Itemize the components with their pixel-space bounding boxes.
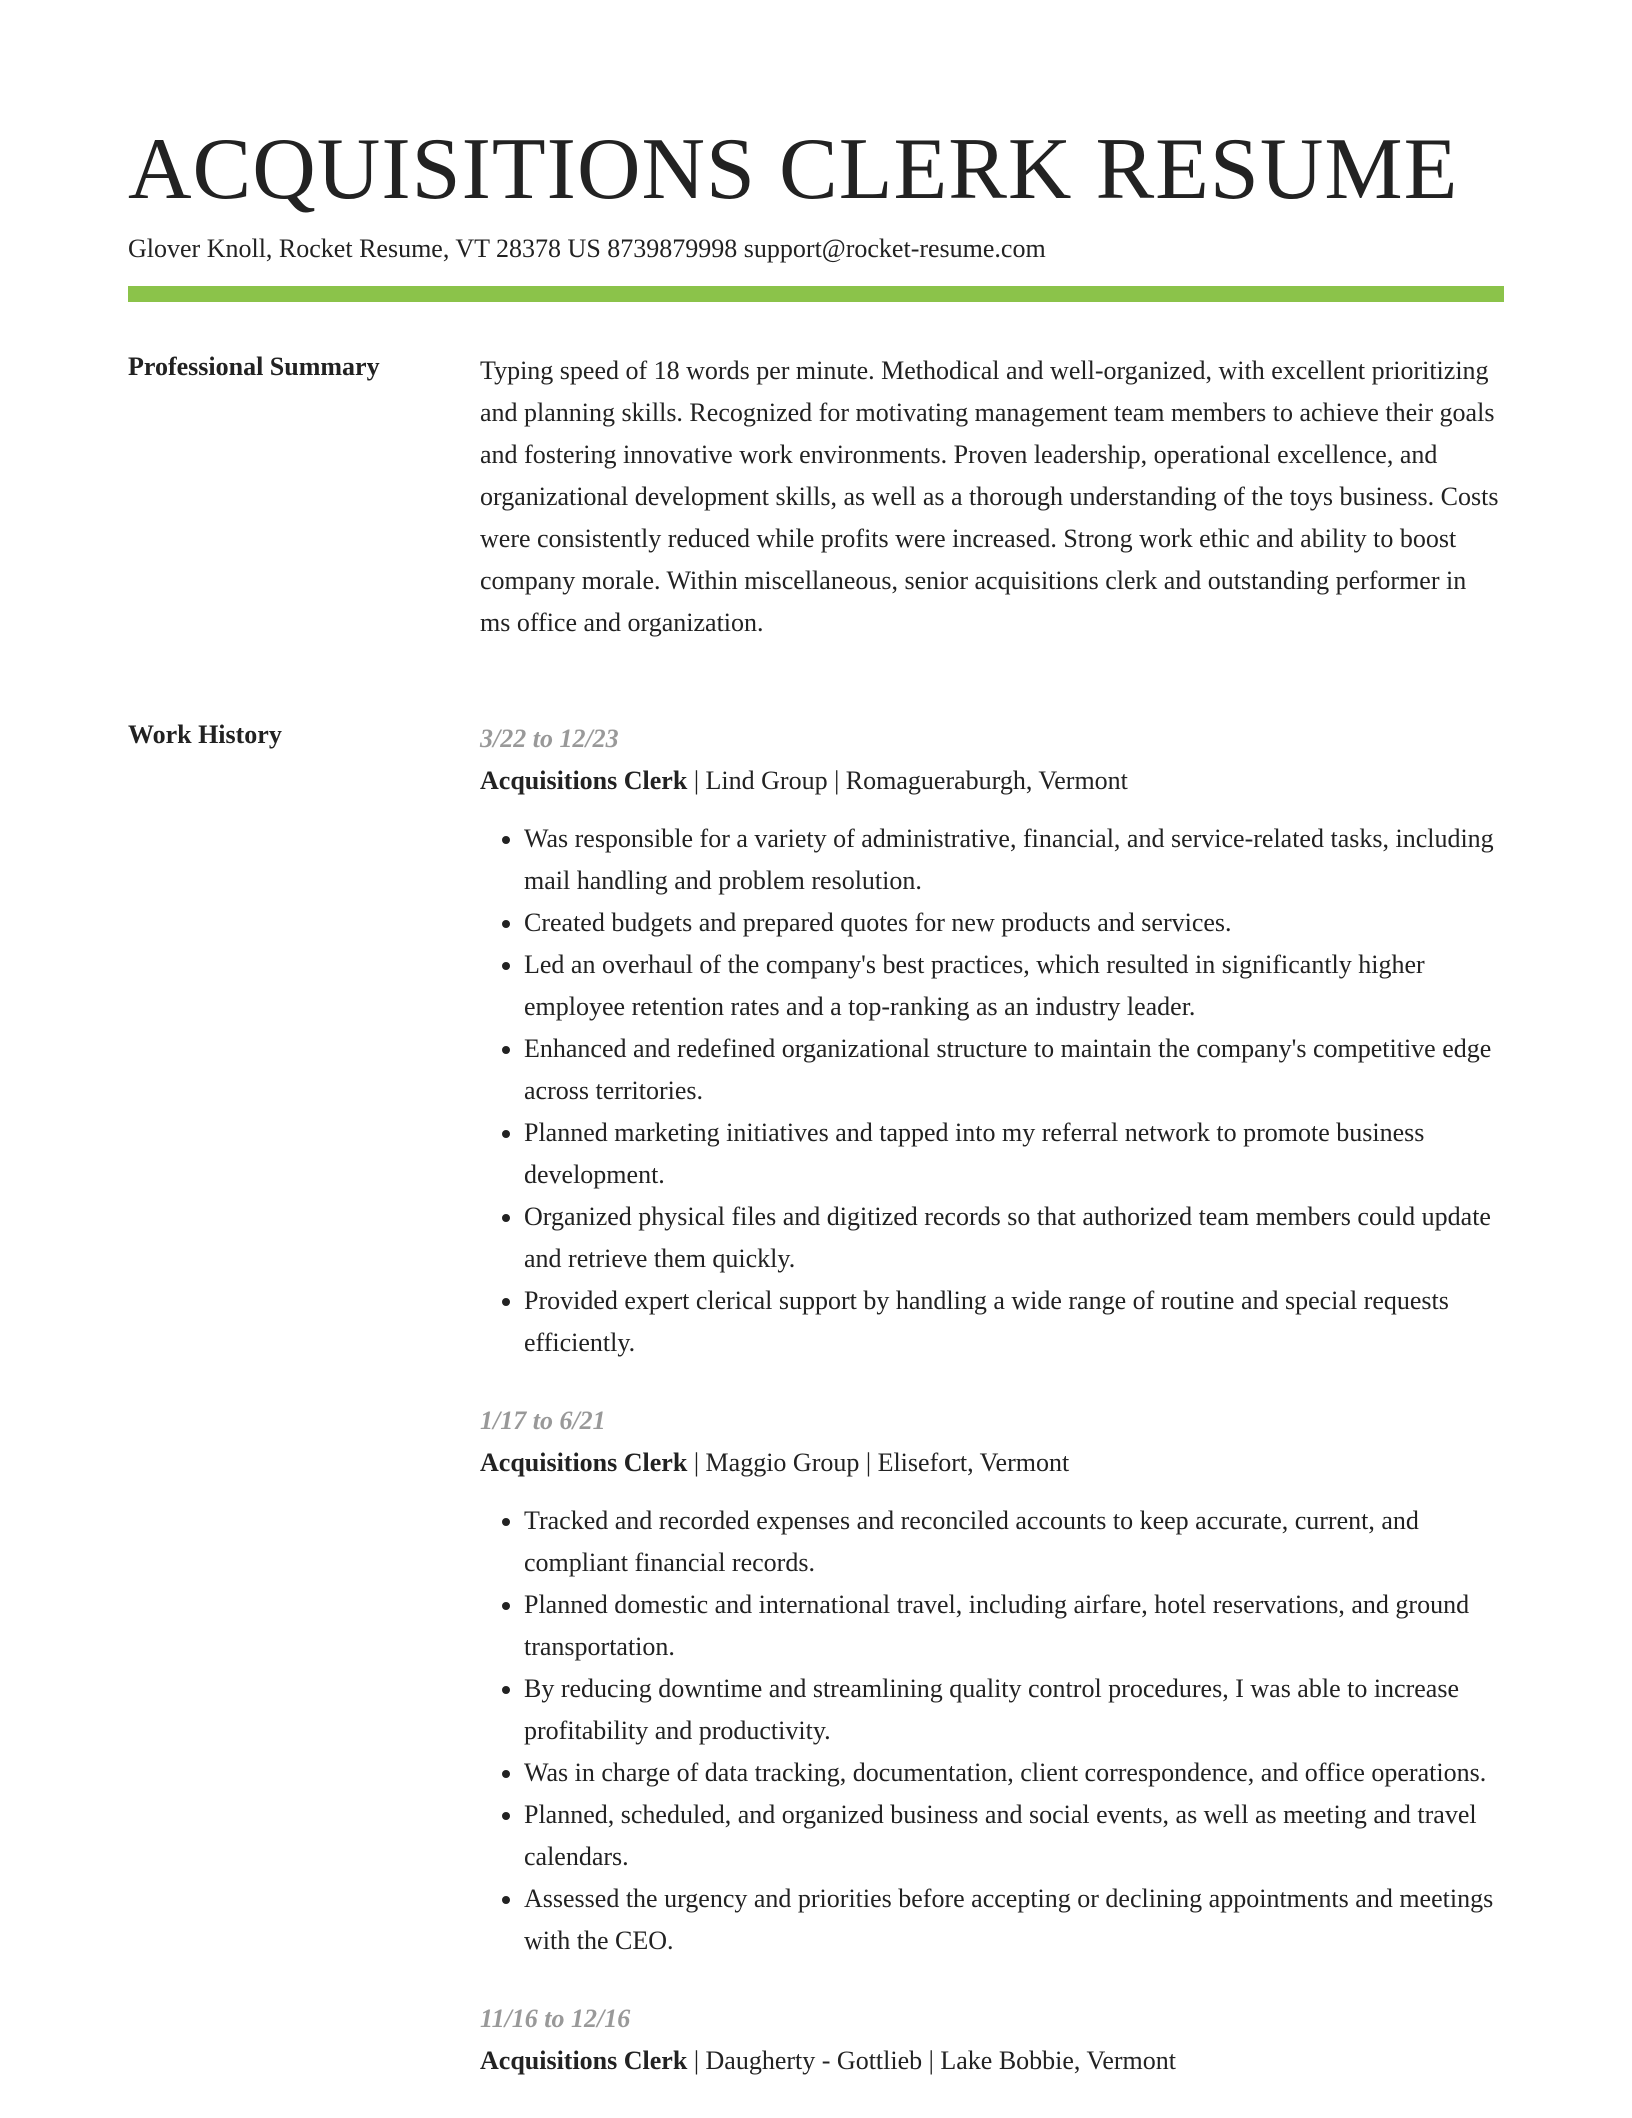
job-dates: 1/17 to 6/21	[480, 1406, 606, 1435]
job-duty-item: • Organized physical files and digitized records so that authorized team members could update and retrieve them quickly.	[524, 1196, 1504, 1280]
accent-divider	[128, 286, 1504, 302]
job-title: Acquisitions Clerk	[480, 2046, 688, 2075]
job-separator: |	[687, 1448, 706, 1477]
job-location: Lake Bobbie, Vermont	[940, 2046, 1176, 2075]
job-separator: |	[922, 2046, 941, 2075]
professional-summary-heading: Professional Summary	[128, 352, 380, 381]
job-duty-item: • Planned domestic and international travel, including airfare, hotel reservations, and ground transportation.	[524, 1584, 1504, 1668]
job-duties-list	[480, 818, 1504, 1364]
job-duty-item: • Provided expert clerical support by handling a wide range of routine and special requests efficiently.	[524, 1280, 1504, 1364]
job-separator: |	[687, 766, 706, 795]
job-company: Daugherty - Gottlieb	[705, 2046, 923, 2075]
job-title: Acquisitions Clerk	[480, 1448, 688, 1477]
job-location: Elisefort, Vermont	[877, 1448, 1070, 1477]
job-duty-item: • Was responsible for a variety of administrative, financial, and service-related tasks, including mail handling and problem resolution.	[524, 818, 1504, 902]
job-entry	[480, 1400, 1504, 1962]
job-company: Lind Group	[705, 766, 828, 795]
job-header-line	[480, 1442, 1504, 1484]
job-dates: 3/22 to 12/23	[480, 724, 619, 753]
job-duty-item: • Was in charge of data tracking, documentation, client correspondence, and office operations.	[524, 1752, 1504, 1794]
job-duty-item: • Created budgets and prepared quotes for new products and services.	[524, 902, 1504, 944]
job-location: Romagueraburgh, Vermont	[845, 766, 1128, 795]
contact-line: Glover Knoll, Rocket Resume, VT 28378 US 8739879998 support@rocket-resume.com	[128, 234, 1046, 263]
job-separator: |	[687, 2046, 706, 2075]
job-title: Acquisitions Clerk	[480, 766, 688, 795]
work-history-heading: Work History	[128, 720, 282, 749]
job-duty-item: • Planned, scheduled, and organized business and social events, as well as meeting and travel calendars.	[524, 1794, 1504, 1878]
job-duty-item: • Planned marketing initiatives and tapped into my referral network to promote business development.	[524, 1112, 1504, 1196]
professional-summary-text: Typing speed of 18 words per minute. Methodical and well-organized, with excellent prioritizing and planning skills. Recognized for motivating management team members to achieve their goals and fostering innovative work environments. Proven leadership, operational excellence, and organizational development skills, as well as a thorough understanding of the toys business. Costs were consistently reduced while profits were increased. Strong work ethic and ability to boost company morale. Within miscellaneous, senior acquisitions clerk and outstanding performer in ms office and organization.	[480, 356, 1499, 637]
job-separator: |	[827, 766, 846, 795]
job-header-line	[480, 2040, 1504, 2082]
job-separator: |	[859, 1448, 878, 1477]
job-duty-item: • Led an overhaul of the company's best practices, which resulted in significantly higher employee retention rates and a top-ranking as an industry leader.	[524, 944, 1504, 1028]
job-entry	[480, 1998, 1504, 2082]
job-duty-item: • Assessed the urgency and priorities before accepting or declining appointments and meetings with the CEO.	[524, 1878, 1504, 1962]
job-entry	[480, 718, 1504, 1364]
job-company: Maggio Group	[705, 1448, 860, 1477]
work-history-list	[480, 718, 1504, 2118]
job-duty-item: • Enhanced and redefined organizational structure to maintain the company's competitive edge across territories.	[524, 1028, 1504, 1112]
job-duties-list	[480, 1500, 1504, 1962]
resume-title: ACQUISITIONS CLERK RESUME	[128, 121, 1459, 218]
job-dates: 11/16 to 12/16	[480, 2004, 631, 2033]
job-duty-item: • By reducing downtime and streamlining quality control procedures, I was able to increase profitability and productivity.	[524, 1668, 1504, 1752]
job-header-line	[480, 760, 1504, 802]
job-duty-item: • Tracked and recorded expenses and reconciled accounts to keep accurate, current, and compliant financial records.	[524, 1500, 1504, 1584]
